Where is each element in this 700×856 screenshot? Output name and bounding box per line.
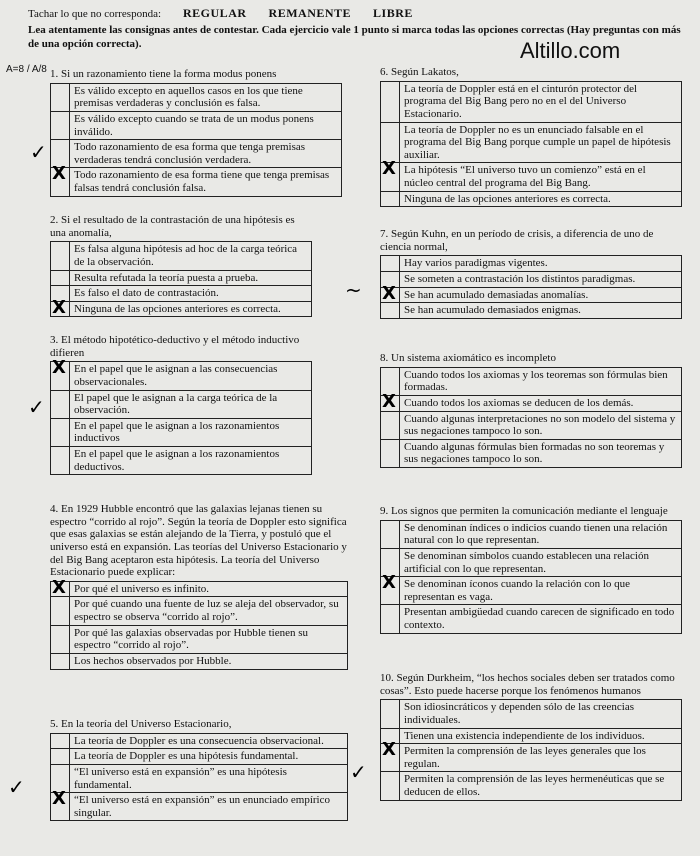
question-title: 9. Los signos que permiten la comunicación mediante el lenguaje bbox=[380, 505, 668, 517]
question-4 bbox=[50, 503, 348, 670]
options-table bbox=[380, 255, 682, 319]
answer-checkbox[interactable] bbox=[51, 625, 70, 653]
option-row bbox=[51, 581, 348, 597]
exam-notice: Lea atentamente las consignas antes de contestar. Cada ejercicio vale 1 punto si marca todas las opciones correctas (Hay preguntas con más de una opción correcta). bbox=[28, 24, 681, 50]
handwritten-tilde-mark: ~ bbox=[345, 278, 362, 302]
option-text: Es válido excepto cuando se trata de un modus ponens inválido. bbox=[70, 111, 342, 139]
answer-checkbox[interactable] bbox=[381, 772, 400, 800]
option-text: La teoría de Doppler es una hipótesis fundamental. bbox=[70, 749, 348, 765]
answer-checkbox[interactable] bbox=[381, 256, 400, 272]
option-text: Se someten a contrastación los distintos paradigmas. bbox=[400, 271, 682, 287]
option-text: Por qué cuando una fuente de luz se aleja del observador, su espectro se observa “corrido al rojo”. bbox=[70, 597, 348, 625]
question-5 bbox=[50, 718, 348, 821]
option-row bbox=[381, 520, 682, 548]
option-text: Los hechos observados por Hubble. bbox=[70, 654, 348, 670]
question-title: 7. Según Kuhn, en un período de crisis, a diferencia de uno de ciencia normal, bbox=[380, 228, 654, 253]
question-title: 4. En 1929 Hubble encontró que las galaxias lejanas tienen su espectro “corrido al rojo”. Según la teoría de Doppler esto significa que esas galaxias se están alejando de la Tierra, y postuló que el universo está en expansión. Las teorías del Universo Estacionario y del Big Bang aceptaron esta hipótesis. La teoría del Universo Estacionario puede explicar: bbox=[50, 503, 347, 579]
option-row bbox=[51, 83, 342, 111]
option-text: Resulta refutada la teoría puesta a prueba. bbox=[70, 270, 312, 286]
option-libre: LIBRE bbox=[373, 6, 413, 20]
option-text: Es válido excepto en aquellos casos en los que tiene premisas verdaderas y conclusión es falsa. bbox=[70, 83, 342, 111]
handwritten-check-mark: ✓ bbox=[350, 760, 367, 784]
option-text: En el papel que le asignan a los razonamientos deductivos. bbox=[70, 447, 312, 475]
option-row bbox=[381, 744, 682, 772]
option-row bbox=[381, 395, 682, 411]
option-row bbox=[381, 605, 682, 633]
option-text: Se denominan símbolos cuando establecen una relación artificial con lo que representan. bbox=[400, 548, 682, 576]
option-text: En el papel que le asignan a los razonamientos inductivos bbox=[70, 418, 312, 446]
option-row bbox=[51, 597, 348, 625]
option-row bbox=[51, 140, 342, 168]
answer-checkbox[interactable] bbox=[381, 439, 400, 467]
answer-checkbox[interactable] bbox=[381, 158, 400, 191]
options-table bbox=[380, 367, 682, 468]
answer-checkbox[interactable] bbox=[381, 122, 400, 163]
option-text: Permiten la comprensión de las leyes hermenéuticas que se deducen de ellos. bbox=[400, 772, 682, 800]
option-text: La teoría de Doppler está en el cinturón protector del programa del Big Bang pero no en el del Universo Estacionario. bbox=[400, 81, 682, 122]
option-row bbox=[51, 764, 348, 792]
option-row bbox=[381, 287, 682, 303]
option-row bbox=[51, 625, 348, 653]
answer-mark: X bbox=[52, 163, 66, 185]
answer-mark: X bbox=[52, 357, 66, 379]
answer-mark: X bbox=[382, 390, 396, 412]
option-text: La teoría de Doppler es una consecuencia observacional. bbox=[70, 733, 348, 749]
option-text: Es falsa alguna hipótesis ad hoc de la carga teórica de la observación. bbox=[70, 242, 312, 270]
option-text: Cuando algunas fórmulas bien formadas no son teoremas y sus negaciones tampoco lo son. bbox=[400, 439, 682, 467]
option-text: En el papel que le asignan a las consecuencias observacionales. bbox=[70, 362, 312, 390]
option-row bbox=[51, 390, 312, 418]
answer-checkbox[interactable] bbox=[381, 303, 400, 319]
option-row bbox=[381, 700, 682, 728]
question-9 bbox=[380, 505, 682, 634]
answer-checkbox[interactable] bbox=[381, 739, 400, 772]
question-6 bbox=[380, 66, 682, 207]
answer-mark: X bbox=[382, 572, 396, 594]
option-row bbox=[51, 242, 312, 270]
answer-checkbox[interactable] bbox=[381, 81, 400, 122]
option-text: Tienen una existencia independiente de los individuos. bbox=[400, 728, 682, 744]
option-text: Se denominan índices o indicios cuando tienen una relación natural con lo que representan. bbox=[400, 520, 682, 548]
question-title: 10. Según Durkheim, “los hechos sociales deben ser tratados como cosas”. Esto puede hacerse porque los fenómenos humanos bbox=[380, 672, 675, 697]
option-row bbox=[51, 418, 312, 446]
option-row bbox=[51, 654, 348, 670]
option-row bbox=[381, 256, 682, 272]
option-text: Cuando todos los axiomas y los teoremas son fórmulas bien formadas. bbox=[400, 367, 682, 395]
answer-checkbox[interactable] bbox=[51, 447, 70, 475]
answer-checkbox[interactable] bbox=[51, 163, 70, 196]
options-table bbox=[50, 576, 348, 670]
answer-checkbox[interactable] bbox=[51, 597, 70, 625]
question-3 bbox=[50, 334, 312, 475]
option-row bbox=[381, 122, 682, 163]
handwritten-check-mark: ✓ bbox=[8, 775, 25, 799]
option-row bbox=[381, 303, 682, 319]
answer-checkbox[interactable] bbox=[51, 654, 70, 670]
option-row bbox=[381, 439, 682, 467]
option-row bbox=[51, 733, 348, 749]
option-text: Ninguna de las opciones anteriores es correcta. bbox=[70, 301, 312, 317]
handwritten-score: A=8 / A/8 bbox=[6, 64, 47, 75]
answer-mark: X bbox=[382, 282, 396, 304]
options-table bbox=[50, 357, 312, 475]
site-watermark: Altillo.com bbox=[520, 38, 621, 63]
option-text: Son idiosincráticos y dependen sólo de las creencias individuales. bbox=[400, 700, 682, 728]
answer-checkbox[interactable] bbox=[381, 390, 400, 412]
answer-checkbox[interactable] bbox=[51, 418, 70, 446]
question-title: 5. En la teoría del Universo Estacionario, bbox=[50, 718, 232, 730]
question-title: 1. Si un razonamiento tiene la forma modus ponens bbox=[50, 68, 277, 80]
option-row bbox=[381, 411, 682, 439]
option-text: “El universo está en expansión” es un enunciado empírico singular. bbox=[70, 793, 348, 821]
option-text: Cuando todos los axiomas se deducen de los demás. bbox=[400, 395, 682, 411]
options-table bbox=[50, 83, 342, 197]
option-text: Hay varios paradigmas vigentes. bbox=[400, 256, 682, 272]
option-text: La hipótesis “El universo tuvo un comienzo” está en el núcleo central del programa del Big Bang. bbox=[400, 163, 682, 191]
answer-checkbox[interactable] bbox=[51, 83, 70, 111]
answer-checkbox[interactable] bbox=[381, 572, 400, 605]
options-table bbox=[50, 241, 312, 317]
option-row bbox=[381, 163, 682, 191]
answer-mark: X bbox=[382, 739, 396, 761]
answer-checkbox[interactable] bbox=[51, 357, 70, 390]
answer-checkbox[interactable] bbox=[51, 111, 70, 139]
answer-checkbox[interactable] bbox=[51, 296, 70, 318]
option-row bbox=[51, 447, 312, 475]
question-2 bbox=[50, 214, 312, 317]
option-regular: REGULAR bbox=[183, 6, 247, 20]
option-text: Ninguna de las opciones anteriores es correcta. bbox=[400, 191, 682, 207]
question-title: 8. Un sistema axiomático es incompleto bbox=[380, 352, 556, 364]
answer-checkbox[interactable] bbox=[51, 270, 70, 286]
options-table bbox=[380, 699, 682, 800]
answer-checkbox[interactable] bbox=[381, 191, 400, 207]
answer-checkbox[interactable] bbox=[381, 520, 400, 548]
question-10 bbox=[380, 672, 682, 801]
option-row bbox=[381, 367, 682, 395]
answer-checkbox[interactable] bbox=[381, 282, 400, 304]
option-row bbox=[51, 168, 342, 196]
option-row bbox=[51, 301, 312, 317]
option-text: El papel que le asignan a la carga teórica de la observación. bbox=[70, 390, 312, 418]
option-text: Se han acumulado demasiados enigmas. bbox=[400, 303, 682, 319]
answer-checkbox[interactable] bbox=[51, 788, 70, 821]
option-text: Se han acumulado demasiadas anomalías. bbox=[400, 287, 682, 303]
option-row bbox=[381, 772, 682, 800]
option-row bbox=[381, 548, 682, 576]
option-row bbox=[381, 81, 682, 122]
answer-checkbox[interactable] bbox=[51, 390, 70, 418]
option-text: Todo razonamiento de esa forma que tenga premisas verdaderas tendrá conclusión verdadera. bbox=[70, 140, 342, 168]
answer-checkbox[interactable] bbox=[51, 749, 70, 765]
answer-mark: X bbox=[52, 576, 66, 598]
option-text: Todo razonamiento de esa forma tiene que tenga premisas falsas tendrá conclusión falsa. bbox=[70, 168, 342, 196]
option-row bbox=[381, 728, 682, 744]
answer-mark: X bbox=[382, 158, 396, 180]
option-row bbox=[51, 270, 312, 286]
option-row bbox=[51, 749, 348, 765]
option-remanente: REMANENTE bbox=[268, 6, 352, 20]
question-title: 3. El método hipotético-deductivo y el método inductivo difieren bbox=[50, 334, 300, 359]
answer-checkbox[interactable] bbox=[51, 242, 70, 270]
question-title: 6. Según Lakatos, bbox=[380, 66, 459, 78]
answer-checkbox[interactable] bbox=[51, 733, 70, 749]
option-row bbox=[381, 577, 682, 605]
options-table bbox=[380, 81, 682, 208]
answer-checkbox[interactable] bbox=[381, 411, 400, 439]
option-text: Por qué las galaxias observadas por Hubble tienen su espectro “corrido al rojo”. bbox=[70, 625, 348, 653]
option-text: Permiten la comprensión de las leyes generales que los regulan. bbox=[400, 744, 682, 772]
option-text: Por qué el universo es infinito. bbox=[70, 581, 348, 597]
option-text: Cuando algunas interpretaciones no son modelo del sistema y sus negaciones tampoco lo son. bbox=[400, 411, 682, 439]
option-row bbox=[51, 793, 348, 821]
option-text: “El universo está en expansión” es una hipótesis fundamental. bbox=[70, 764, 348, 792]
option-row bbox=[381, 191, 682, 207]
option-row bbox=[51, 286, 312, 302]
option-row bbox=[381, 271, 682, 287]
option-text: La teoría de Doppler no es un enunciado falsable en el programa del Big Bang porque cumple un papel de hipótesis auxiliar. bbox=[400, 122, 682, 163]
answer-mark: X bbox=[52, 296, 66, 318]
option-row bbox=[51, 362, 312, 390]
handwritten-check-mark: ✓ bbox=[28, 395, 45, 419]
option-text: Presentan ambigüedad cuando carecen de significado en todo contexto. bbox=[400, 605, 682, 633]
answer-checkbox[interactable] bbox=[381, 605, 400, 633]
option-row bbox=[51, 111, 342, 139]
answer-checkbox[interactable] bbox=[381, 700, 400, 728]
question-8 bbox=[380, 352, 682, 468]
options-table bbox=[380, 520, 682, 634]
question-title: 2. Si el resultado de la contrastación de una hipótesis es una anomalía, bbox=[50, 214, 295, 239]
option-text: Se denominan íconos cuando la relación con lo que representan es vaga. bbox=[400, 577, 682, 605]
question-7 bbox=[380, 228, 682, 319]
answer-checkbox[interactable] bbox=[51, 576, 70, 598]
handwritten-check-mark: ✓ bbox=[30, 140, 47, 164]
answer-mark: X bbox=[52, 788, 66, 810]
option-text: Es falso el dato de contrastación. bbox=[70, 286, 312, 302]
options-table bbox=[50, 733, 348, 822]
question-1 bbox=[50, 68, 342, 197]
strike-instruction: Tachar lo que no corresponda: bbox=[28, 8, 162, 20]
